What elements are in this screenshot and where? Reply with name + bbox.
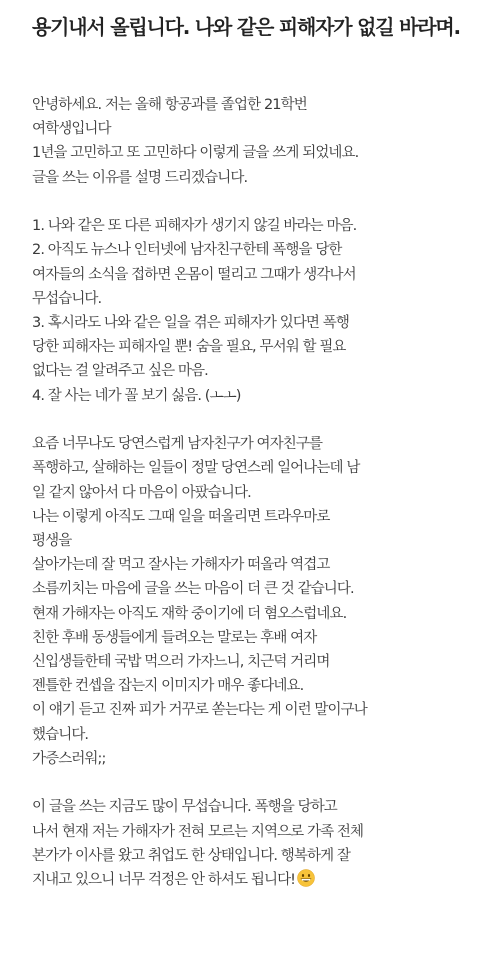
paragraph-gap	[32, 190, 472, 215]
body-line: 4. 잘 사는 네가 꼴 보기 싫음. (ㅗㅗ)	[32, 387, 241, 404]
paragraph-gap	[32, 771, 472, 796]
body-line: 이 글을 쓰는 지금도 많이 무섭습니다. 폭행을 당하고	[32, 799, 337, 816]
body-line: 지내고 있으니 너무 걱정은 안 하셔도 됩니다!	[32, 871, 296, 888]
body-line: 나서 현재 저는 가해자가 전혀 모르는 지역으로 가족 전체	[32, 823, 364, 840]
body-line: 여자들의 소식을 접하면 온몸이 떨리고 그때가 생각나서	[32, 266, 356, 283]
body-line: 이 얘기 듣고 진짜 피가 거꾸로 쏟는다는 게 이런 말이구나	[32, 702, 367, 719]
body-line: 1. 나와 같은 또 다른 피해자가 생기지 않길 바라는 마음.	[32, 218, 357, 235]
grinning-face-emoji-icon	[297, 869, 315, 887]
body-line: 폭행하고, 살해하는 일들이 정말 당연스레 일어나는데 남	[32, 460, 360, 477]
body-line: 젠틀한 컨셉을 잡는지 이미지가 매우 좋다네요.	[32, 678, 304, 695]
body-line: 평생을	[32, 533, 72, 549]
paragraph-closing	[32, 795, 472, 892]
paragraph-story	[32, 432, 472, 771]
body-line: 소름끼치는 마음에 글을 쓰는 마음이 더 큰 것 같습니다.	[32, 581, 354, 598]
body-line: 1년을 고민하고 또 고민하다 이렇게 글을 쓰게 되었네요.	[32, 145, 359, 162]
body-line: 친한 후배 동생들에게 들려오는 말로는 후배 여자	[32, 629, 317, 646]
body-line: 3. 혹시라도 나와 같은 일을 겪은 피해자가 있다면 폭행	[32, 315, 349, 331]
body-line: 가증스러워;;	[32, 750, 106, 767]
post-title: 용기내서 올립니다. 나와 같은 피해자가 없길 바라며.	[32, 15, 460, 39]
body-line: 본가가 이사를 왔고 취업도 한 상태입니다. 행복하게 잘	[32, 847, 351, 864]
body-line: 했습니다.	[32, 726, 89, 743]
paragraph-intro	[32, 93, 472, 190]
body-line: 안녕하세요. 저는 올해 항공과를 졸업한 21학번	[32, 97, 307, 113]
body-line: 일 같지 않아서 다 마음이 아팠습니다.	[32, 484, 251, 501]
body-line: 살아가는데 잘 먹고 잘사는 가해자가 떠올라 역겹고	[32, 557, 330, 574]
body-line: 2. 아직도 뉴스나 인터넷에 남자친구한테 폭행을 당한	[32, 242, 342, 259]
body-line: 없다는 걸 알려주고 싶은 마음.	[32, 363, 208, 380]
post-body	[32, 93, 472, 892]
body-line: 당한 피해자는 피해자일 뿐! 숨을 필요, 무서워 할 필요	[32, 339, 346, 356]
paragraph-gap	[32, 408, 472, 433]
body-line: 무섭습니다.	[32, 290, 102, 307]
body-line: 요즘 너무나도 당연스럽게 남자친구가 여자친구를	[32, 436, 323, 453]
body-line: 글을 쓰는 이유를 설명 드리겠습니다.	[32, 169, 248, 186]
body-line: 나는 이렇게 아직도 그때 일을 떠올리면 트라우마로	[32, 508, 330, 525]
body-line: 여학생입니다	[32, 121, 111, 138]
body-line-with-emoji	[32, 868, 472, 892]
paragraph-reasons	[32, 214, 472, 408]
body-line: 신입생들한테 국밥 먹으러 가자느니, 치근덕 거리며	[32, 653, 330, 670]
body-line: 현재 가해자는 아직도 재학 중이기에 더 혐오스럽네요.	[32, 605, 347, 622]
